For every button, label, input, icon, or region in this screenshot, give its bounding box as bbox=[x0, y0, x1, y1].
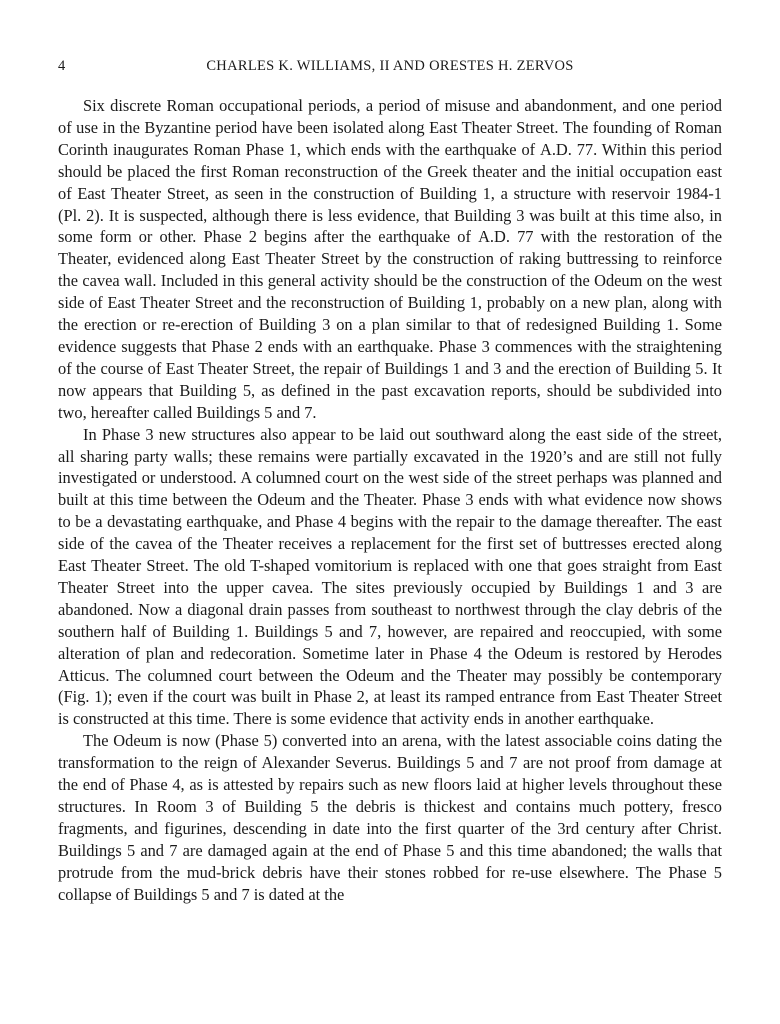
page-number: 4 bbox=[58, 58, 66, 74]
paragraph-1 bbox=[58, 95, 722, 424]
era-abbreviation: A.D. bbox=[478, 227, 510, 247]
paragraph-1-text-a: Six discrete Roman occupational periods, a period of misuse and abandonment, and one period of use in the Byzantine period have been isolated along East Theater Street. The founding of Roman Corinth inaugurates Roman Phase 1, which ends with the earthquake of bbox=[58, 96, 722, 159]
paragraph-1-text-b: 77. Within this period should be placed the first Roman reconstruction of the Greek theater and the initial occupation east of East Theater Street, as seen in the construction of Building 1, a structure with reservoir 1984-1 (Pl. 2). It is suspected, although there is less evidence, that Building 3 was built at this time also, in some form or other. Phase 2 begins after the earthquake of bbox=[58, 139, 722, 247]
paragraph-2: In Phase 3 new structures also appear to be laid out southward along the east side of the street, all sharing party walls; these remains were partially excavated in the 1920’s and are still not fully investigated or understood. A columned court on the west side of the street perhaps was planned and built at this time between the Odeum and the Theater. Phase 3 ends with what evidence now shows to be a devastating earthquake, and Phase 4 begins with the repair to the damage thereafter. The east side of the cavea of the Theater receives a replacement for the first set of buttresses erected along East Theater Street. The old T-shaped vomitorium is replaced with one that goes straight from East Theater Street into the upper cavea. The sites previously occupied by Buildings 1 and 3 are abandoned. Now a diagonal drain passes from southeast to northwest through the clay debris of the southern half of Building 1. Buildings 5 and 7, however, are repaired and reoccupied, with some alteration of plan and redecoration. Sometime later in Phase 4 the Odeum is restored by Herodes Atticus. The columned court between the Odeum and the Theater may possibly be contemporary (Fig. 1); even if the court was built in Phase 2, at least its ramped entrance from East Theater Street is constructed at this time. There is some evidence that activity ends in another earthquake. bbox=[58, 424, 722, 729]
running-head: CHARLES K. WILLIAMS, II AND ORESTES H. ZERVOS bbox=[206, 58, 574, 74]
body-text bbox=[58, 95, 722, 906]
era-abbreviation: A.D. bbox=[539, 139, 572, 159]
page-header bbox=[58, 58, 722, 82]
page bbox=[58, 58, 722, 906]
paragraph-3: The Odeum is now (Phase 5) converted into an arena, with the latest associable coins dating the transformation to the reign of Alexander Severus. Buildings 5 and 7 are not proof from damage at the end of Phase 4, as is attested by repairs such as new floors laid at higher levels throughout these structures. In Room 3 of Building 5 the debris is thickest and contains much pottery, fresco fragments, and figurines, descending in date into the first quarter of the 3rd century after Christ. Buildings 5 and 7 are damaged again at the end of Phase 5 and this time abandoned; the walls that protrude from the mud-brick debris have their stones robbed for re-use elsewhere. The Phase 5 collapse of Buildings 5 and 7 is dated at the bbox=[58, 731, 722, 904]
paragraph-1-text-c: 77 with the restoration of the Theater, evidenced along East Theater Street by the construction of raking buttressing to reinforce the cavea wall. Included in this general activity should be the construction of the Odeum on the west side of East Theater Street and the reconstruction of Building 1, probably on a new plan, along with the erection or re-erection of Building 3 on a plan similar to that of redesigned Building 1. Some evidence suggests that Phase 2 ends with an earthquake. Phase 3 commences with the straightening of the course of East Theater Street, the repair of Buildings 1 and 3 and the erection of Building 5. It now appears that Building 5, as defined in the past excavation reports, should be subdivided into two, hereafter called Buildings 5 and 7. bbox=[58, 227, 722, 422]
